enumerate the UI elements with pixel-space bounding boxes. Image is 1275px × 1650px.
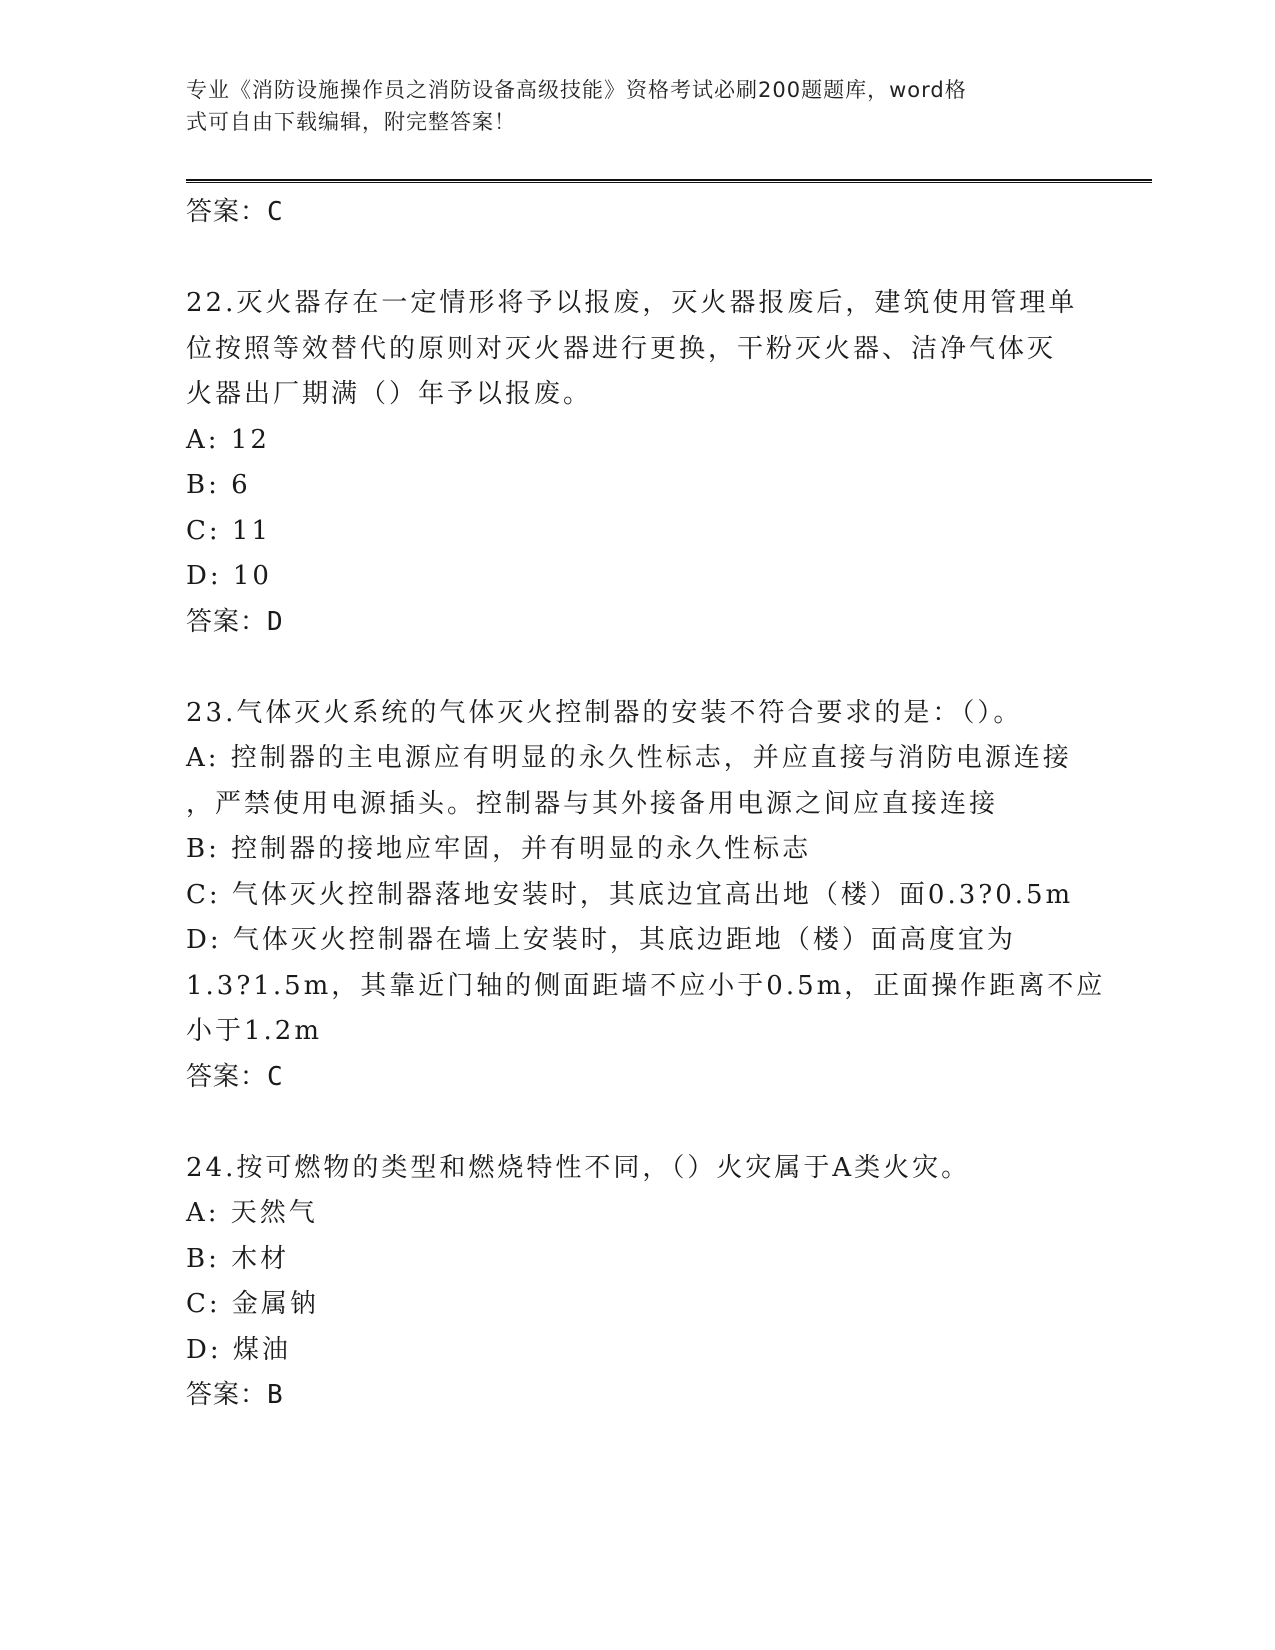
option-b: B: 木材 <box>186 1243 290 1274</box>
question-24 <box>186 1146 1086 1419</box>
option-b: B: 控制器的接地应牢固，并有明显的永久性标志 <box>186 834 812 864</box>
question-stem <box>186 281 1086 418</box>
option-d-continued: 1.3?1.5m，其靠近门轴的侧面距墙不应小于0.5m，正面操作距离不应 <box>186 970 1106 1001</box>
previous-answer: 答案：C <box>186 197 284 227</box>
option-d: D: 煤油 <box>186 1334 291 1365</box>
option-a: A: 天然气 <box>186 1198 318 1228</box>
question-22 <box>186 281 1086 645</box>
option-b: B: 6 <box>186 470 251 500</box>
option-c: C: 11 <box>186 515 272 546</box>
answer-23: 答案：C <box>186 1061 284 1092</box>
option-a-continued: ，严禁使用电源插头。控制器与其外接备用电源之间应直接连接 <box>186 788 999 819</box>
header-line-1: 专业《消防设施操作员之消防设备高级技能》资格考试必刷200题题库，word格 <box>186 78 967 102</box>
stem-line: 22.灭火器存在一定情形将予以报废，灭火器报废后，建筑使用管理单 <box>186 288 1078 318</box>
option-c: C: 气体灭火控制器落地安装时，其底边宜高出地（楼）面0.3?0.5m <box>186 879 1074 910</box>
answer-22: 答案：D <box>186 606 284 637</box>
question-stem <box>186 691 1086 737</box>
spacer <box>186 236 1086 282</box>
spacer <box>186 1100 1086 1146</box>
stem-line: 23.气体灭火系统的气体灭火控制器的安装不符合要求的是：（）。 <box>186 697 1023 728</box>
option-a: A: 12 <box>186 424 270 455</box>
question-23 <box>186 691 1106 1101</box>
option-d-continued: 小于1.2m <box>186 1016 323 1046</box>
stem-line: 24.按可燃物的类型和燃烧特性不同，（）火灾属于A类火灾。 <box>186 1152 971 1183</box>
question-stem <box>186 1146 1086 1192</box>
header-divider <box>186 179 1152 183</box>
spacer <box>186 645 1086 691</box>
option-a: A: 控制器的主电源应有明显的永久性标志，并应直接与消防电源连接 <box>186 743 1072 773</box>
header-line-2: 式可自由下载编辑，附完整答案！ <box>186 110 516 134</box>
page-header <box>186 74 1066 138</box>
option-d: D: 10 <box>186 561 272 591</box>
stem-line: 火器出厂期满（）年予以报废。 <box>186 379 593 409</box>
document-body <box>186 190 1106 1419</box>
option-d: D: 气体灭火控制器在墙上安装时，其底边距地（楼）面高度宜为 <box>186 925 1016 955</box>
answer-24: 答案：B <box>186 1380 284 1410</box>
stem-line: 位按照等效替代的原则对灭火器进行更换，干粉灭火器、洁净气体灭 <box>186 333 1057 364</box>
option-c: C: 金属钠 <box>186 1289 319 1319</box>
